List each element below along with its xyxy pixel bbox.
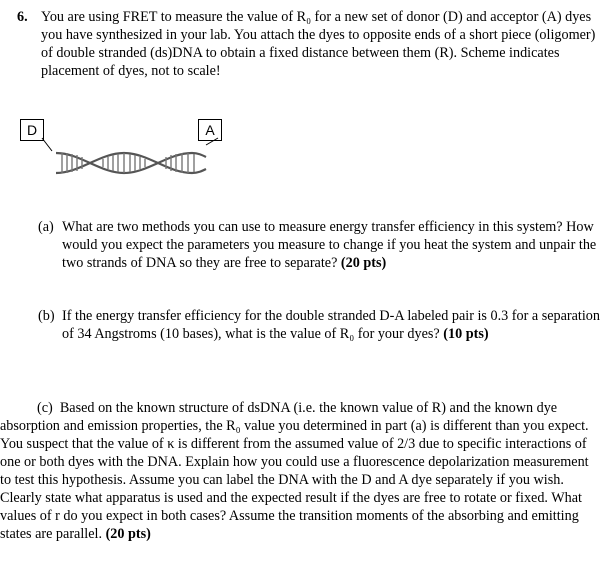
part-a-body: What are two methods you can use to measure energy transfer efficiency in this system? How would you expect the parameters you measure to change if you heat the system and unpair the two strands of DNA so they are free to separate? xyxy=(62,219,597,271)
part-c-points: (20 pts) xyxy=(105,526,151,542)
acceptor-dye-box: A xyxy=(198,119,222,141)
part-b-points: (10 pts) xyxy=(443,326,489,342)
part-c-text xyxy=(0,399,600,543)
dna-scheme xyxy=(20,117,230,177)
part-a-points: (20 pts) xyxy=(340,255,387,271)
question-number: 6. xyxy=(17,9,28,25)
part-b-body: If the energy transfer efficiency for the double stranded D-A labeled pair is 0.3 for a separation of 34 Angstroms (10 bases), what is the value of R₀ for your dyes? xyxy=(62,308,600,342)
dna-double-helix-icon xyxy=(40,135,220,175)
part-a-label: (a) xyxy=(38,219,54,235)
part-b-text xyxy=(62,307,602,343)
part-c-label: (c) xyxy=(37,400,53,416)
part-c-body: Based on the known structure of dsDNA (i.e. the known value of R) and the known dye absorption and emission properties, the R₀ value you determined in part (a) is different than you expect. You suspect that the value of κ is different from the assumed value of 2/3 due to specific interactions of one or both dyes with the DNA. Explain how you could use a fluorescence depolarization measurement to test this hypothesis. Assume you can label the DNA with the D and A dye separately if you wish. Clearly state what apparatus is used and the expected result if the dyes are free to rotate or fixed. What values of r do you expect in both cases? Assume the transition moments of the absorbing and emitting states are parallel. xyxy=(0,400,589,542)
question-intro: You are using FRET to measure the value of R₀ for a new set of donor (D) and acceptor (A) dyes you have synthesized in your lab. You attach the dyes to opposite ends of a short piece (oligomer) of double stranded (ds)DNA to obtain a fixed distance between them (R). Scheme indicates placement of dyes, not to scale! xyxy=(41,9,596,79)
part-a-text xyxy=(62,218,602,272)
donor-dye-box: D xyxy=(20,119,44,141)
part-b-label: (b) xyxy=(38,308,55,324)
